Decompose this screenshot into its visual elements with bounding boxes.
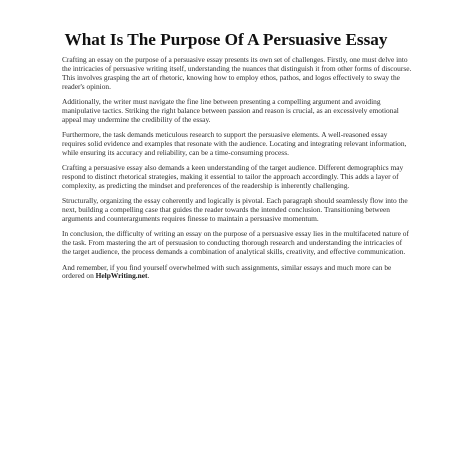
paragraph-3: Furthermore, the task demands meticulous research to support the persuasive elements. A well-reasoned essay requires solid evidence and examples that resonate with the audience. Locating and integrating relevant information, while ensuring its accuracy and reliability, can be a time-consuming process.	[62, 130, 407, 157]
closing-period: .	[147, 271, 150, 281]
paragraph-2: Additionally, the writer must navigate the fine line between presenting a compelling argument and avoiding manipulative tactics. Striking the right balance between passion and reason is crucial, as an excessively emotional appeal may undermine the credibility of the essay.	[62, 97, 399, 124]
document-body	[62, 56, 412, 288]
paragraph-5: Structurally, organizing the essay coherently and logically is pivotal. Each paragraph should seamlessly flow into the next, building a compelling case that guides the reader towards the intended conclusion. Transitioning between arguments and counterarguments requires finesse to maintain a persuasive momentum.	[62, 196, 408, 224]
paragraph-1: Crafting an essay on the purpose of a persuasive essay presents its own set of challenges. Firstly, one must delve into the intricacies of persuasive writing itself, understanding the nuances that distinguish it from other forms of discourse. This involves grasping the art of rhetoric, knowing how to employ ethos, pathos, and logos effectively to sway the reader's opinion.	[62, 55, 412, 91]
closing-text: And remember, if you find yourself overwhelmed with such assignments, similar essays and much more can be ordered on	[62, 262, 392, 281]
closing-paragraph	[62, 264, 412, 282]
brand-name: HelpWriting.net	[95, 271, 148, 281]
paragraph-6: In conclusion, the difficulty of writing an essay on the purpose of a persuasive essay lies in the multifaceted nature of the task. From mastering the art of persuasion to conducting thorough research and understanding the intricacies of the target audience, the process demands a combination of analytical skills, creativity, and effective communication.	[62, 229, 409, 257]
paragraph-4: Crafting a persuasive essay also demands a keen understanding of the target audience. Different demographics may respond to distinct rhetorical strategies, making it essential to tailor the approach accordingly. This adds a layer of complexity, as predicting the mindset and preferences of the readership is inherently challenging.	[62, 163, 404, 191]
page-title: What Is The Purpose Of A Persuasive Essay	[64, 30, 388, 49]
